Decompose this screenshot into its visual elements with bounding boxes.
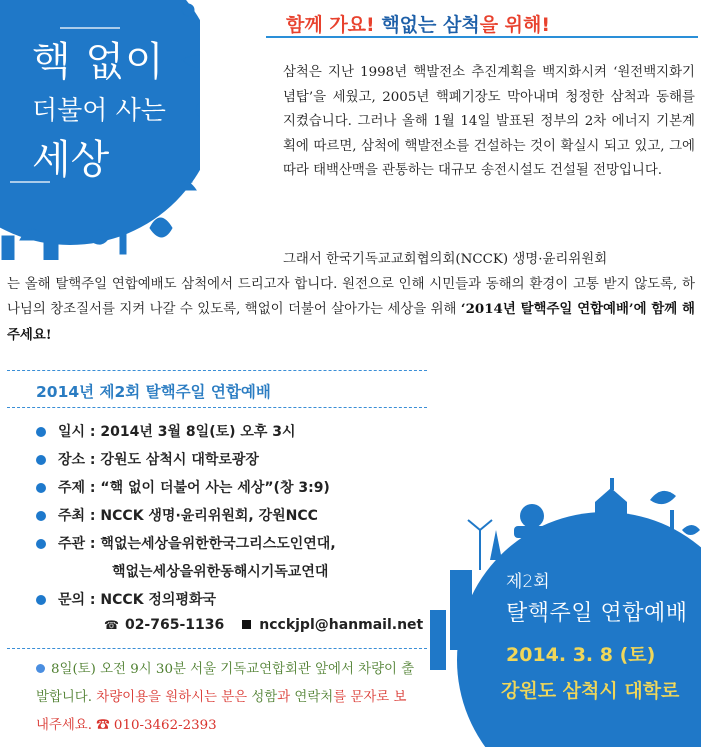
bullet-icon <box>36 427 46 437</box>
program-label: 일시 <box>58 424 86 440</box>
program-row-host: 주최 : NCCK 생명·윤리위원회, 강원NCC <box>36 504 318 528</box>
intro-paragraph-1: 삼척은 지난 1998년 핵발전소 추진계획을 백지화시켜 ‘원전백지화기념탑’을 세웠고, 2005년 핵폐기장도 막아내며 청정한 삼척과 동해를 지켰습니다. 그러나 올해 1월 14일 발표된 정부의 2차 에너지 기본계획에 따르면, 삼척에 핵발전소를 건설하는 것이 확실시 되고 있고, 그에 따라 태백산맥을 관통하는 대규모 송전시설도 건설될 전망입니다. <box>283 65 695 179</box>
phone-icon: ☎ <box>96 718 110 733</box>
program-row-theme: 주제 : “핵 없이 더불어 사는 세상”(창 3:9) <box>36 476 330 500</box>
bullet-icon <box>36 539 46 549</box>
headline-divider <box>266 36 698 38</box>
program-row-date: 일시 : 2014년 3월 8일(토) 오후 3시 <box>36 420 296 444</box>
notice-text: 연락처 <box>294 690 334 705</box>
program-label: 주최 <box>58 508 86 524</box>
notice-text: 성함 <box>251 690 278 705</box>
badge-event-name: 탈핵주일 연합예배 <box>506 601 688 626</box>
notice-text-highlight: 를 문자로 보내주세요. <box>36 690 407 733</box>
notice-text-highlight: 차량이용을 원하시는 분은 <box>96 690 252 705</box>
hero-title-line-2: 더불어 사는 <box>32 96 166 126</box>
intro-paragraph-2-body: 는 올해 탈핵주일 연합예배도 삼척에서 드리고자 합니다. 원전으로 인해 시민들과 동해의 환경이 고통 받지 않도록, 하나님의 창조질서를 지켜 나갈 수 있도록, 핵없이 더불어 살아가는 세상을 위해 <box>7 276 695 318</box>
program-value: 2014년 3월 8일(토) 오후 3시 <box>100 424 296 440</box>
contact-email: ncckjpl@hanmail.net <box>259 617 424 633</box>
program-value: 핵없는세상을위한동해시기독교연대 <box>112 564 329 580</box>
section-divider-bottom <box>7 407 427 408</box>
headline-part-1: 함께 가요! <box>286 14 382 36</box>
bullet-icon <box>36 664 45 673</box>
bus-notice <box>36 656 416 740</box>
program-title: 2014년 제2회 탈핵주일 연합예배 <box>36 383 271 401</box>
intro-paragraph-2 <box>7 248 695 348</box>
bullet-icon <box>36 455 46 465</box>
program-row-place: 장소 : 강원도 삼척시 대학로광장 <box>36 448 259 472</box>
program-value: NCCK 생명·윤리위원회, 강원NCC <box>100 508 318 524</box>
square-bullet-icon <box>242 620 251 629</box>
program-value: 강원도 삼척시 대학로광장 <box>100 452 259 468</box>
notice-text-highlight: 과 <box>277 690 295 705</box>
bullet-icon <box>36 511 46 521</box>
section-divider-top <box>7 370 427 371</box>
program-row-organizer-cont <box>112 560 328 584</box>
program-value: “핵 없이 더불어 사는 세상”(창 3:9) <box>100 480 330 496</box>
program-row-organizer: 주관 : 핵없는세상을위한한국그리스도인연대, <box>36 532 336 556</box>
badge-edition: 제2회 <box>506 572 550 592</box>
headline <box>286 10 550 37</box>
program-row-contact: 문의 : NCCK 정의평화국 <box>36 588 216 612</box>
program-value: 핵없는세상을위한한국그리스도인연대, <box>100 536 336 552</box>
contact-phone: 02-765-1136 <box>124 617 225 633</box>
badge-date: 2014. 3. 8 (토) <box>506 644 656 666</box>
bullet-icon <box>36 483 46 493</box>
headline-part-3: 을 위해! <box>479 14 551 36</box>
headline-part-2: 핵없는 삼척 <box>381 14 480 36</box>
intro-paragraph-2-callout: ‘2014년 탈핵주일 연합예배’에 함께 해 주세요! <box>7 301 695 343</box>
program-label: 장소 <box>58 452 86 468</box>
hero-title-line-1: 핵 없이 <box>32 39 165 85</box>
program-label: 주관 <box>58 536 86 552</box>
phone-icon: ☎ <box>104 618 119 632</box>
intro-paragraph-2-first-line: 그래서 한국기독교교회협의회(NCCK) 생명·윤리위원회 <box>283 252 608 267</box>
program-label: 주제 <box>58 480 86 496</box>
bullet-icon <box>36 595 46 605</box>
badge-place: 강원도 삼척시 대학로 <box>501 680 680 702</box>
contact-line <box>104 613 423 637</box>
notice-phone: 010-3462-2393 <box>113 718 217 733</box>
program-label: 문의 <box>58 592 86 608</box>
notice-divider <box>7 648 427 649</box>
hero-title-line-3: 세상 <box>32 137 110 183</box>
program-value: NCCK 정의평화국 <box>100 592 217 608</box>
notice-text: 8일(토) 오전 9시 30분 서울 기독교연합회관 앞에서 차량이 출발합니다. <box>36 662 415 705</box>
